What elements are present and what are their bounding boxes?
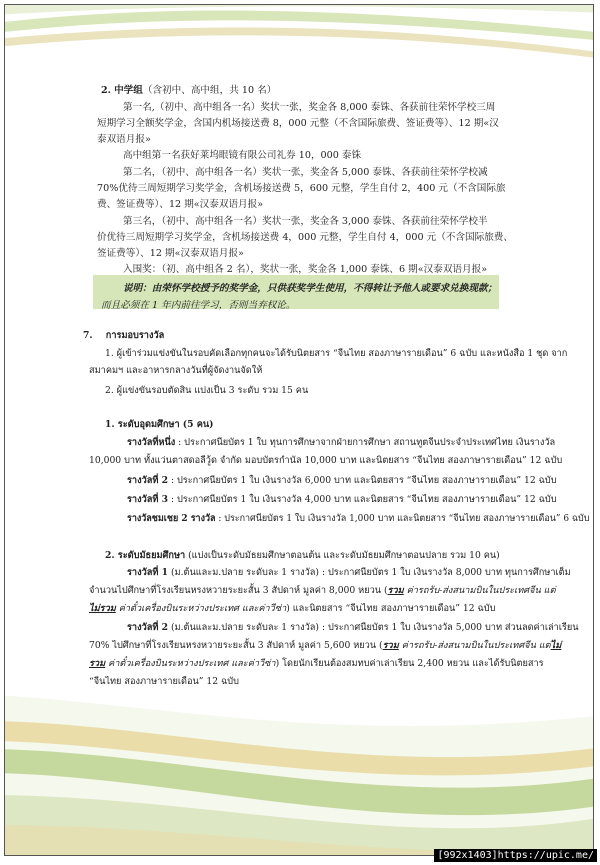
- section-7-heading: [83, 330, 164, 341]
- m2-text3b: ) โดยนักเรียนต้องสมทบค่าเล่าเรียน 2,400 หยวน และได้รับนิตยสาร: [275, 658, 544, 669]
- r4-line: [127, 513, 589, 524]
- cn-p2-line2: 70%优待三周短期学习奖学金，含机场接送费 5，600 元整，学生自付 2，400 元（不含国际旅: [97, 183, 506, 194]
- cn-p2-line1: 第二名，（初中、高中组各一名）奖状一张，奖金各 5,000 泰铢、各获前往荣怀学校减: [123, 167, 488, 178]
- cn-heading-title: 中学组: [114, 85, 143, 96]
- s7-item1-line2: สมาคมฯ และอาหารกลางวันที่ผู้จัดงานจัดให้: [89, 365, 263, 376]
- document-page: [4, 4, 594, 856]
- r1-line1: [127, 437, 555, 448]
- r4-text: : ประกาศนียบัตร 1 ใบ เงินรางวัล 1,000 บาท และนิตยสาร “จีนไทย สองภาษารายเดือน” 6 ฉบับ: [215, 513, 590, 524]
- cn-p1-line1: 第一名,（初中、高中组各一名）奖状一张，奖金各 8,000 泰铢、各获前往荣怀学校三周: [123, 102, 496, 113]
- m2-text3-underline: รวม: [89, 658, 106, 669]
- m1-lead: รางวัลที่ 1: [127, 567, 169, 578]
- m2-text2a: 70% ไปศึกษาที่โรงเรียนหรงหวายระยะสั้น 3 สัปดาห์ มูลค่า 5,600 หยวน (: [89, 640, 383, 651]
- m1-text3a: ค่าตั๋วเครื่องบินระหว่างประเทศ และค่าวีซ่า: [115, 603, 287, 614]
- m2-text2b: ค่ารถรับ-ส่งสนามบินในประเทศจีน แต่: [398, 640, 551, 651]
- sub1-title: 1. ระดับอุดมศึกษา (5 คน): [105, 419, 214, 430]
- m2-line2: [89, 640, 561, 651]
- m1-text2a: จำนวนไปศึกษาที่โรงเรียนหรงหวายระยะสั้น 3 สัปดาห์ มูลค่า 8,000 หยวน (: [89, 585, 388, 596]
- cn-heading: [101, 85, 276, 96]
- m2-text1: (ม.ต้นและม.ปลาย ระดับละ 1 รางวัล) : ประกาศนียบัตร 1 ใบ เงินรางวัล 5,000 บาท ส่วนลดค่าเล่าเรียน: [168, 622, 579, 633]
- m2-line3: [89, 658, 544, 669]
- m1-text2b: ค่ารถรับ-ส่งสนามบินในประเทศจีน แต่: [403, 585, 556, 596]
- cn-p3-line3: 签证费等）、12 期«汉泰双语月报»: [97, 248, 244, 259]
- r3-text: : ประกาศนียบัตร 1 ใบ เงินรางวัล 4,000 บาท และนิตยสาร “จีนไทย สองภาษารายเดือน” 12 ฉบับ: [168, 494, 557, 505]
- m1-text3b: ) และนิตยสาร “จีนไทย สองภาษารายเดือน” 12 ฉบับ: [286, 603, 496, 614]
- note-line2: 而且必须在 1 年内前往学习，否则当弃权论。: [101, 300, 296, 311]
- s7-item2: 2. ผู้แข่งขันรอบตัดสิน แบ่งเป็น 3 ระดับ รวม 15 คน: [105, 385, 309, 396]
- cn-heading-note: （含初中、高中组，共 10 名）: [142, 85, 277, 96]
- r1-lead: รางวัลที่หนึ่ง: [127, 437, 176, 448]
- watermark-label: [992x1403]https://upic.me/: [434, 849, 597, 862]
- m2-line4: “จีนไทย สองภาษารายเดือน” 12 ฉบับ: [89, 676, 239, 687]
- sub2-note: (แบ่งเป็นระดับมัธยมศึกษาตอนต้น และระดับมัธยมศึกษาตอนปลาย รวม 10 คน): [185, 550, 500, 561]
- m1-line1: [127, 567, 571, 578]
- m1-text3-underline: ไม่รวม: [89, 603, 116, 614]
- r2-text: : ประกาศนียบัตร 1 ใบ เงินรางวัล 6,000 บาท และนิตยสาร “จีนไทย สองภาษารายเดือน” 12 ฉบับ: [168, 475, 557, 486]
- m2-lead: รางวัลที่ 2: [127, 622, 169, 633]
- cn-p3-line2: 价优待三周短期学习奖学金，含机场接送费 4，000 元整，学生自付 4，000 元（不含国际旅费、: [97, 232, 513, 243]
- document-body: [5, 5, 594, 856]
- cn-p4-line1: 入围奖：（初、高中组各 2 名），奖状一张，奖金各 1,000 泰铢、6 期«汉泰双语月报»: [123, 264, 488, 275]
- sub2-title: [105, 550, 500, 561]
- r1-text: : ประกาศนียบัตร 1 ใบ ทุนการศึกษาจากฝ่ายการศึกษา สถานทูตจีนประจำประเทศไทย เงินรางวัล: [175, 437, 556, 448]
- m2-text3a: ค่าตั๋วเครื่องบินระหว่างประเทศ และค่าวีซ่า: [105, 658, 276, 669]
- cn-p1-line2: 短期学习全额奖学金，含国内机场接送费 8，000 元整（不含国际旅费、签证费等）、12 期«汉: [97, 118, 499, 129]
- cn-p3-line1: 第三名，（初中、高中组各一名）奖状一张，奖金各 3,000 泰铢、各获前往荣怀学校半: [123, 216, 488, 227]
- cn-p1-line3: 泰双语月报»: [97, 134, 151, 145]
- r2-lead: รางวัลที่ 2: [127, 475, 169, 486]
- r2-line: [127, 475, 557, 486]
- section-7-number: 7.: [83, 330, 93, 341]
- m1-line2: [89, 585, 556, 596]
- cn-heading-number: 2.: [101, 85, 112, 96]
- r4-lead: รางวัลชมเชย 2 รางวัล: [127, 513, 216, 524]
- cn-p1-line4: 高中组第一名获好莱坞眼镜有限公司礼券 10，000 泰铢: [123, 150, 362, 161]
- m2-text2-underline2: ไม่: [550, 640, 562, 651]
- s7-item1-line1: 1. ผู้เข้าร่วมแข่งขันในรอบคัดเลือกทุกคนจะได้รับนิตยสาร “จีนไทย สองภาษารายเดือน” 6 ฉบับ และหนังสือ 1 ชุด จาก: [105, 348, 568, 359]
- section-7-title: การมอบรางวัล: [105, 330, 165, 341]
- note-line1: 说明：由荣怀学校授予的奖学金，只供获奖学生使用，不得转让予他人或要求兑换现款；: [123, 283, 498, 294]
- m1-text1: (ม.ต้นและม.ปลาย ระดับละ 1 รางวัล) : ประกาศนียบัตร 1 ใบ เงินรางวัล 8,000 บาท ทุนการศึกษาเต็ม: [168, 567, 571, 578]
- sub2-title-text: 2. ระดับมัธยมศึกษา: [105, 550, 186, 561]
- m2-text2-underline: รวม: [382, 640, 399, 651]
- r3-line: [127, 494, 557, 505]
- m1-line3: [89, 603, 495, 614]
- cn-p2-line3: 费、签证费等）、12 期«汉泰双语月报»: [97, 199, 264, 210]
- r3-lead: รางวัลที่ 3: [127, 494, 169, 505]
- m1-text2-underline: รวม: [387, 585, 404, 596]
- r1-line2: 10,000 บาท ทั้งแว่นตาสดอลีวู้ด จำกัด มอบบัตรกำนัล 10,000 บาท และนิตยสาร “จีนไทย สองภาษารายเดือน” 12 ฉบับ: [89, 455, 563, 466]
- m2-line1: [127, 622, 579, 633]
